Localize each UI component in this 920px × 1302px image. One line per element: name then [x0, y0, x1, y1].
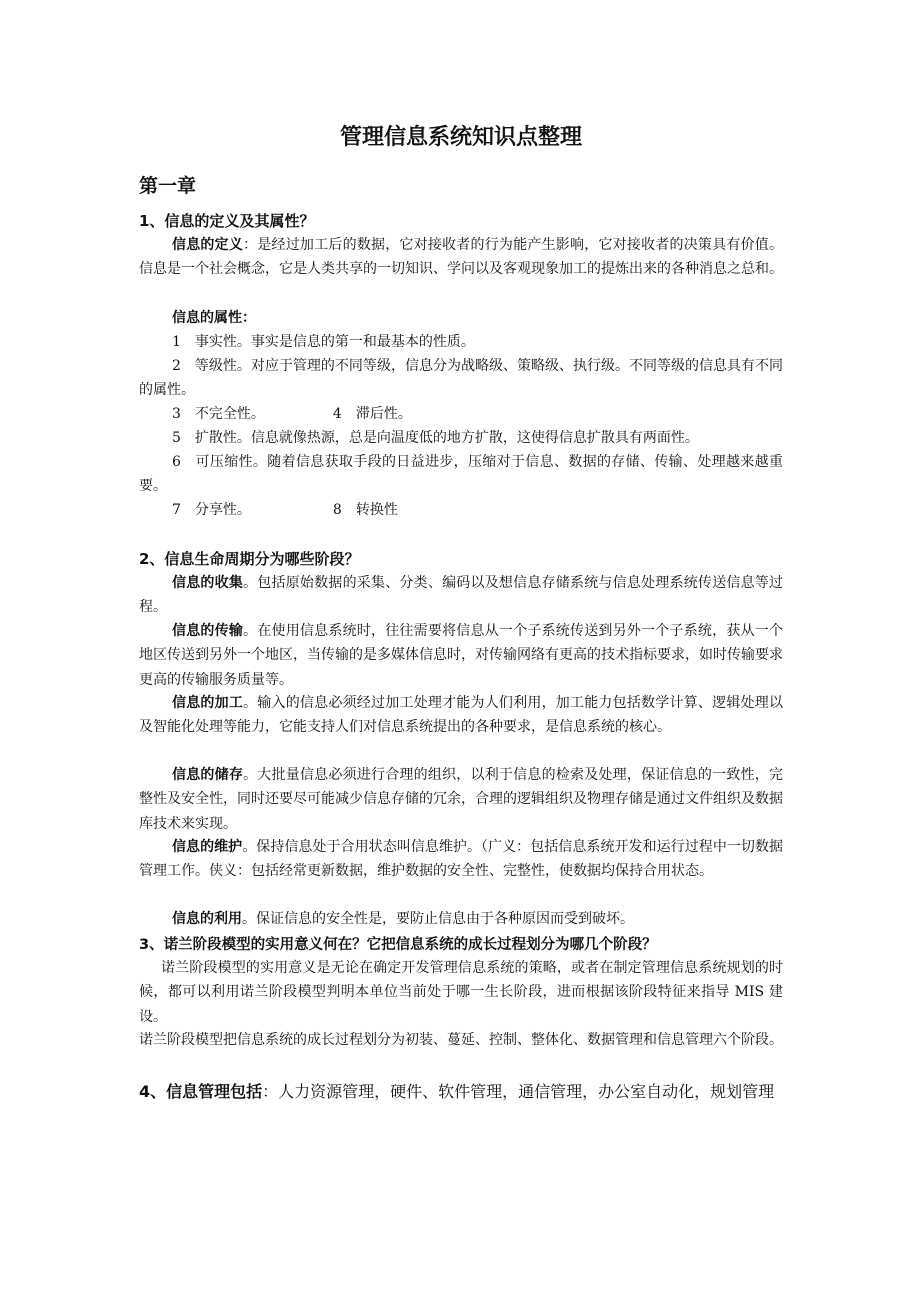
q1-item-8: 8 转换性: [332, 502, 398, 518]
chapter-heading: 第一章: [139, 175, 197, 197]
q2-stage-maintain: 信息的维护。保持信息处于合用状态叫信息维护。（广义：包括信息系统开发和运行过程中一切数据管理工作。侠义：包括经常更新数据，维护数据的安全性、完整性，使数据均保持合用状态。: [139, 839, 783, 880]
document-title: 管理信息系统知识点整理: [339, 125, 582, 150]
q1-definition: [139, 233, 783, 282]
q1-attr-label: 信息的属性：: [172, 310, 256, 326]
q3-paragraph-2: 诺兰阶段模型把信息系统的成长过程划分为初装、蔓延、控制、整体化、数据管理和信息管理六个阶段。: [139, 1032, 783, 1048]
q1-item-2: 2 等级性。对应于管理的不同等级，信息分为战略级、策略级、执行级。不同等级的信息具有不同的属性。: [139, 358, 783, 399]
q1-def-text: ：是经过加工后的数据，它对接收者的行为能产生影响，它对接收者的决策具有价值。信息是一个社会概念，它是人类共享的一切知识、学问以及客观现象加工的提炼出来的各种消息之总和。: [139, 237, 784, 278]
q4-label: 4、信息管理包括: [139, 1082, 263, 1101]
q1-heading: 1、信息的定义及其属性？: [139, 212, 315, 230]
q4-paragraph: [139, 1078, 783, 1105]
q4-text: ：人力资源管理，硬件、软件管理，通信管理，办公室自动化，规划管理: [262, 1082, 775, 1101]
q1-item-6: 6 可压缩性。随着信息获取手段的日益进步，压缩对于信息、数据的存储、传输、处理越来越重要。: [139, 454, 783, 495]
q3-paragraph-1: 诺兰阶段模型的实用意义是无论在确定开发管理信息系统的策略，或者在制定管理信息系统规划的时候，都可以利用诺兰阶段模型判明本单位当前处于哪一生长阶段，进而根据该阶段特征来指导 MIS 建设。: [139, 960, 783, 1025]
q2-stage-process: 信息的加工。输入的信息必须经过加工处理才能为人们利用，加工能力包括数学计算、逻辑处理以及智能化处理等能力，它能支持人们对信息系统提出的各种要求，是信息系统的核心。: [139, 695, 784, 736]
q2-stage-use: 信息的利用。保证信息的安全性是，要防止信息由于各种原因而受到破坏。: [172, 911, 634, 927]
q2-stage-collect: 信息的收集。包括原始数据的采集、分类、编码以及想信息存储系统与信息处理系统传送信息等过程。: [139, 575, 784, 616]
q1-def-label: 信息的定义: [172, 237, 244, 253]
q1-item-7: 7 分享性。: [172, 502, 251, 518]
q1-item-7-8: [139, 498, 783, 522]
q3-heading: 3、诺兰阶段模型的实用意义何在？它把信息系统的成长过程划分为哪几个阶段？: [139, 937, 657, 953]
q1-item-1: 1 事实性。事实是信息的第一和最基本的性质。: [172, 334, 475, 350]
q1-item-3: 3 不完全性。: [172, 406, 265, 422]
q1-item-5: 5 扩散性。信息就像热源，总是向温度低的地方扩散，这使得信息扩散具有两面性。: [172, 430, 699, 446]
q1-item-4: 4 滞后性。: [332, 406, 412, 422]
q1-item-3-4: [139, 402, 783, 426]
q2-stage-transmit: 信息的传输。在使用信息系统时，往往需要将信息从一个子系统传送到另外一个子系统，获从一个地区传送到另外一个地区，当传输的是多媒体信息时，对传输网络有更高的技术指标要求，如时传输要求更高的传输服务质量等。: [139, 623, 784, 688]
q2-heading: 2、信息生命周期分为哪些阶段？: [139, 550, 360, 568]
q2-stage-store: 信息的储存。大批量信息必须进行合理的组织，以利于信息的检索及处理，保证信息的一致性，完整性及安全性，同时还要尽可能减少信息存储的冗余，合理的逻辑组织及物理存储是通过文件组织及数据库技术来实现。: [139, 767, 784, 832]
